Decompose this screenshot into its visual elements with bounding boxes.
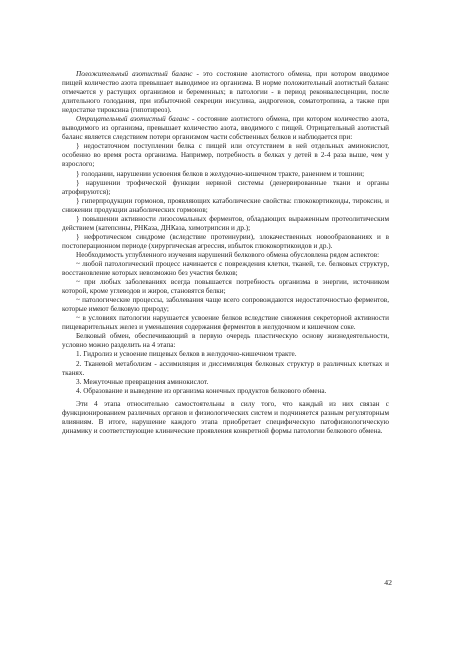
list-item-nephrotic-syndrome: } нефротическом синдроме (вследствие протеинурии), злокачественных новообразованиях и в постоперационном периоде (хирургическая агрессия, избыток глюкокортикоидов и др.). [62,232,389,250]
list-item-stage-2: 2. Тканевой метаболизм - ассимиляция и диссимиляция белковых структур в различных клетках и тканях. [62,359,389,377]
term-negative-balance: Отрицательный азотистый баланс [76,115,190,124]
paragraph-conclusion: Эти 4 этапа относительно самостоятельны в силу того, что каждый из них связан с функционированием различных органов и физиологических систем и подчиняется разным регуляторным влияниям. В итоге, нарушение каждого этапа приобретает специфическую патофизиологическую динамику и соответствующие клинические проявления конкретной формы патологии белкового обмена. [62,400,389,436]
list-item-protein-intake: } недостаточном поступлении белка с пищей или отсутствием в ней отдельных аминокислот, особенно во время роста организма. Например, потребность в белках у детей в 2-4 раза выше, чем у взрослого; [62,142,389,169]
page-number: 42 [384,578,392,587]
term-positive-balance: Положительный азотистый баланс [76,70,193,78]
list-item-protein-absorption: ~ в условиях патологии нарушается усвоение белков вследствие снижения секреторной активности пищеварительных желез и уменьшения содержания ферментов в желудочном и кишечном соке. [62,314,389,332]
paragraph-text: - состояние азотистого обмена, при котором количество азота, выводимого из организма, превышает количество азота, вводимого с пищей. Отрицательный азотистый баланс является следствием потери организмом части собственных белков и наблюдается при: [62,115,389,142]
list-item-energy-demand: ~ при любых заболеваниях всегда повышается потребность организма в энергии, источником которой, кроме углеводов и жиров, становятся белки; [62,278,389,296]
page-body [62,70,389,436]
paragraph-four-stages: Белковый обмен, обеспечивающий в первую очередь пластическую основу жизнедеятельности, условно можно разделить на 4 этапа: [62,332,389,350]
paragraph-negative-balance [62,115,389,142]
list-item-cell-damage: ~ любой патологический процесс начинается с повреждения клетки, тканей, т.е. белковых структур, восстановление которых невозможно без участия белков; [62,259,389,278]
list-item-lysosomal-enzymes: } повышении активности лизосомальных ферментов, обладающих выраженным протеолитическим действием (катепсины, РНКаза, ДНКаза, химотрипсин и др.); [62,214,389,232]
list-item-stage-1: 1. Гидролиз и усвоение пищевых белков в желудочно-кишечном тракте. [76,350,297,359]
list-item-trophic-function: } нарушении трофической функции нервной системы (денервированные ткани и органы атрофируются); [62,178,389,196]
paragraph-study-aspects: Необходимость углубленного изучения нарушений белкового обмена обусловлена рядом аспектов: [76,250,380,259]
paragraph-positive-balance [62,70,389,115]
list-item-stage-3: 3. Межуточные превращения аминокислот. [76,377,209,386]
list-item-starvation: } голодании, нарушении усвоения белков в желудочно-кишечном тракте, ранением и тошнии; [76,169,365,178]
list-item-stage-4: 4. Образование и выведение из организма конечных продуктов белкового обмена. [76,386,327,395]
list-item-hormones: } гиперпродукции гормонов, проявляющих катаболические свойства: глюкокортикоиды, тироксин, и снижении продукции анаболических гормонов; [62,196,389,214]
list-item-enzyme-deficiency: ~ патологические процессы, заболевания чаще всего сопровождаются недостаточностью ферментов, которые имеют белковую природу; [62,296,389,314]
paragraph-text: - это состояние азотистого обмена, при котором вводимое пищей количество азота превышает выводимое из организма. В норме положительный азотистый баланс отмечается у растущих организмов и беременных; в патологии - в период реконвалесценции, после длительного голодания, при избыточной секреции инсулина, андрогенов, соматотропина, а также при недостатке тироксина (гипотиреоз). [62,70,389,115]
